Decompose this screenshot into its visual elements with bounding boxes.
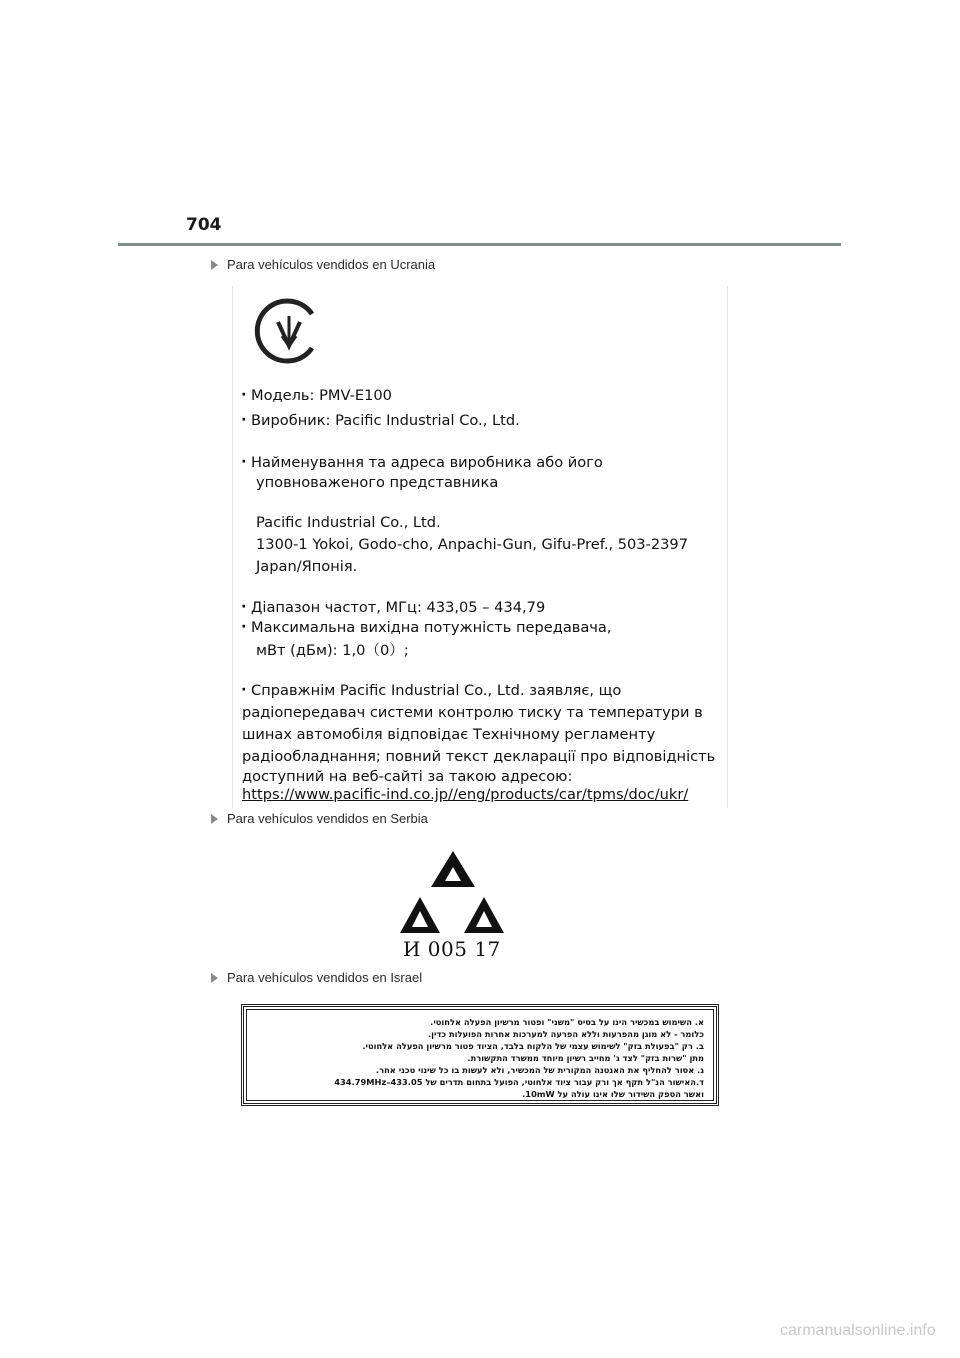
watermark: carmanualsonline.info <box>780 1322 936 1339</box>
bullet: · <box>241 411 247 428</box>
israel-line-3: ב. רק "בפעולת בזק" לשימוש עצמי של הלקוח בלבד, הציוד פטור מרשיון הפעלה אלחוטי. <box>362 1041 704 1051</box>
max-power: Максимальна вихідна потужність передавача, <box>251 619 612 636</box>
company-name: Pacific Industrial Co., Ltd. <box>256 514 441 531</box>
declaration-line-4: радіообладнання; повний текст декларації про відповідність <box>242 748 716 765</box>
frequency-range: Діапазон частот, МГц: 433,05 – 434,79 <box>251 599 546 616</box>
ukraine-certificate <box>232 286 728 808</box>
bullet: · <box>241 598 247 615</box>
representative-heading-cont: уповноваженого представника <box>256 474 499 491</box>
manufacturer-line: Виробник: Pacific Industrial Co., Ltd. <box>251 412 520 429</box>
serbia-approval-code: И 005 17 <box>403 937 501 961</box>
israel-line-2: כלומר - לא מוגן מהפרעות וללא הפרעה למערכות אחרות הפועלות כדין. <box>428 1029 704 1039</box>
israel-line-4: מתן "שרות בזק" לצד ג' מחייב רשיון מיוחד ממשרד התקשורת. <box>467 1053 704 1063</box>
declaration-line-1: Справжнім Pacific Industrial Co., Ltd. заявляє, що <box>251 682 622 699</box>
representative-heading: Найменування та адреса виробника або його <box>251 454 603 471</box>
bullet: · <box>241 681 247 698</box>
page-number: 704 <box>186 215 222 235</box>
model-line: Модель: PMV-E100 <box>251 387 392 404</box>
company-country: Japan/Японія. <box>256 558 358 575</box>
declaration-line-2: радіопередавач системи контролю тиску та температури в <box>242 704 703 721</box>
israel-line-6: ד.האישור הנ"ל תקף אך ורק עבור ציוד אלחוטי, הפועל בתחום תדרים של 433.05–434.79MHz <box>334 1077 704 1087</box>
bullet: · <box>241 618 247 635</box>
max-power-value: мВт (дБм): 1,0（0）; <box>256 642 409 659</box>
section-heading-ukraine <box>211 257 435 272</box>
section-heading-text: Para vehículos vendidos en Ucrania <box>227 257 436 272</box>
bullet: · <box>241 453 247 470</box>
triangle-bullet-icon <box>211 260 218 270</box>
israel-line-7: ואשר הספק השידור שלו אינו עולה על 10mW. <box>522 1089 704 1099</box>
section-heading-serbia <box>211 811 428 826</box>
section-heading-text: Para vehículos vendidos en Israel <box>227 970 423 985</box>
panel-edge-right <box>727 286 728 808</box>
israel-notice-box <box>241 1004 719 1106</box>
section-heading-israel <box>211 970 422 985</box>
section-heading-text: Para vehículos vendidos en Serbia <box>227 811 428 826</box>
israel-line-1: א. השימוש במכשיר הינו על בסיס "משני" ופטור מרשיון הפעלה אלחוטי. <box>430 1017 704 1027</box>
panel-edge-left <box>232 286 233 808</box>
declaration-line-3: шинах автомобіля відповідає Технічному регламенту <box>242 726 656 743</box>
bullet: · <box>241 386 247 403</box>
declaration-line-5: доступний на веб-сайті за такою адресою: <box>242 768 573 785</box>
company-address: 1300-1 Yokoi, Godo-cho, Anpachi-Gun, Gifu-Pref., 503-2397 <box>256 536 688 553</box>
israel-line-5: ג. אסור להחליף את האנטנה המקורית של המכשיר, ולא לעשות בו כל שינוי טכני אחר. <box>375 1065 704 1075</box>
triangle-bullet-icon <box>211 973 218 983</box>
triangle-bullet-icon <box>211 814 218 824</box>
ukrsepro-trident-icon <box>254 296 324 366</box>
declaration-url[interactable]: https://www.pacific-ind.co.jp//eng/products/car/tpms/doc/ukr/ <box>242 786 689 803</box>
header-rule <box>118 243 841 246</box>
